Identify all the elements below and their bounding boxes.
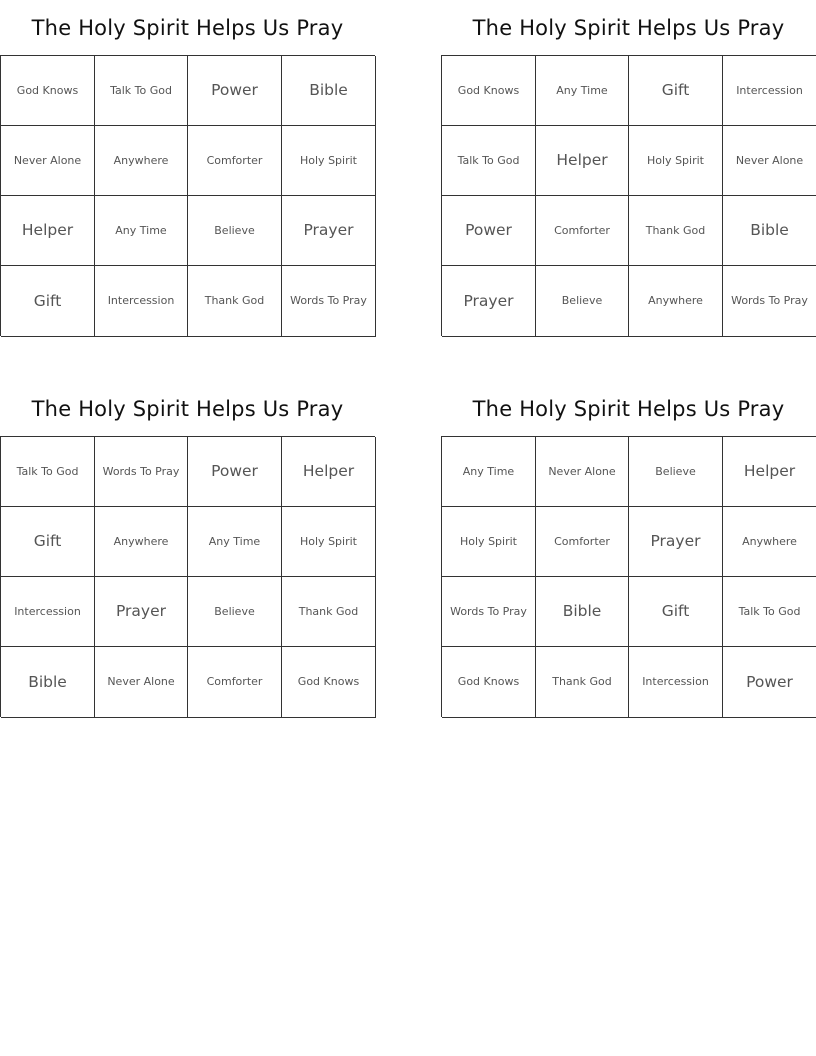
bingo-cell: Talk To God <box>95 56 188 126</box>
bingo-cell: Comforter <box>188 647 282 718</box>
bingo-cell: Prayer <box>442 266 536 337</box>
bingo-cell: Believe <box>188 577 282 647</box>
bingo-cell: Holy Spirit <box>282 507 376 577</box>
bingo-cell: God Knows <box>1 56 95 126</box>
bingo-cell: Comforter <box>188 126 282 196</box>
bingo-cell: Intercession <box>95 266 188 337</box>
bingo-cell: Helper <box>282 437 376 507</box>
bingo-cell: God Knows <box>442 647 536 718</box>
bingo-cell: Never Alone <box>723 126 816 196</box>
bingo-cell: Helper <box>536 126 629 196</box>
bingo-grid <box>441 55 816 336</box>
card-title: The Holy Spirit Helps Us Pray <box>472 397 785 421</box>
bingo-cell: Intercession <box>1 577 95 647</box>
bingo-cell: Helper <box>723 437 816 507</box>
bingo-cell: Thank God <box>282 577 376 647</box>
bingo-cell: Words To Pray <box>95 437 188 507</box>
bingo-cell: Talk To God <box>442 126 536 196</box>
bingo-cell: Holy Spirit <box>282 126 376 196</box>
bingo-grid <box>441 436 816 717</box>
bingo-cell: Prayer <box>95 577 188 647</box>
bingo-cell: Gift <box>629 56 723 126</box>
bingo-cell: Believe <box>629 437 723 507</box>
bingo-cell: Thank God <box>188 266 282 337</box>
bingo-cell: Comforter <box>536 196 629 266</box>
bingo-cell: God Knows <box>442 56 536 126</box>
bingo-cell: Intercession <box>723 56 816 126</box>
bingo-cell: Holy Spirit <box>629 126 723 196</box>
bingo-cell: Bible <box>723 196 816 266</box>
bingo-cell: Bible <box>282 56 376 126</box>
bingo-cell: Anywhere <box>629 266 723 337</box>
bingo-cell: Believe <box>536 266 629 337</box>
bingo-cell: Words To Pray <box>442 577 536 647</box>
bingo-cell: Never Alone <box>536 437 629 507</box>
bingo-cell: Any Time <box>536 56 629 126</box>
bingo-cell: Any Time <box>442 437 536 507</box>
bingo-cell: God Knows <box>282 647 376 718</box>
card-title: The Holy Spirit Helps Us Pray <box>31 16 344 40</box>
bingo-cell: Power <box>442 196 536 266</box>
bingo-cell: Prayer <box>629 507 723 577</box>
bingo-cell: Bible <box>536 577 629 647</box>
bingo-cell: Any Time <box>95 196 188 266</box>
card-title: The Holy Spirit Helps Us Pray <box>31 397 344 421</box>
bingo-grid <box>0 55 375 336</box>
bingo-cell: Intercession <box>629 647 723 718</box>
bingo-cell: Words To Pray <box>282 266 376 337</box>
bingo-cell: Holy Spirit <box>442 507 536 577</box>
bingo-cell: Anywhere <box>723 507 816 577</box>
bingo-cell: Anywhere <box>95 507 188 577</box>
card-title: The Holy Spirit Helps Us Pray <box>472 16 785 40</box>
bingo-cell: Helper <box>1 196 95 266</box>
bingo-cell: Words To Pray <box>723 266 816 337</box>
bingo-cell: Thank God <box>536 647 629 718</box>
bingo-cell: Any Time <box>188 507 282 577</box>
bingo-cell: Bible <box>1 647 95 718</box>
bingo-cell: Gift <box>629 577 723 647</box>
bingo-cell: Gift <box>1 266 95 337</box>
bingo-cell: Comforter <box>536 507 629 577</box>
bingo-cell: Believe <box>188 196 282 266</box>
bingo-grid <box>0 436 375 717</box>
bingo-cell: Power <box>188 56 282 126</box>
bingo-cell: Thank God <box>629 196 723 266</box>
bingo-cell: Talk To God <box>1 437 95 507</box>
bingo-cell: Prayer <box>282 196 376 266</box>
bingo-cell: Gift <box>1 507 95 577</box>
bingo-cell: Never Alone <box>1 126 95 196</box>
bingo-cell: Power <box>188 437 282 507</box>
bingo-cell: Anywhere <box>95 126 188 196</box>
bingo-cell: Never Alone <box>95 647 188 718</box>
bingo-cell: Power <box>723 647 816 718</box>
bingo-cell: Talk To God <box>723 577 816 647</box>
